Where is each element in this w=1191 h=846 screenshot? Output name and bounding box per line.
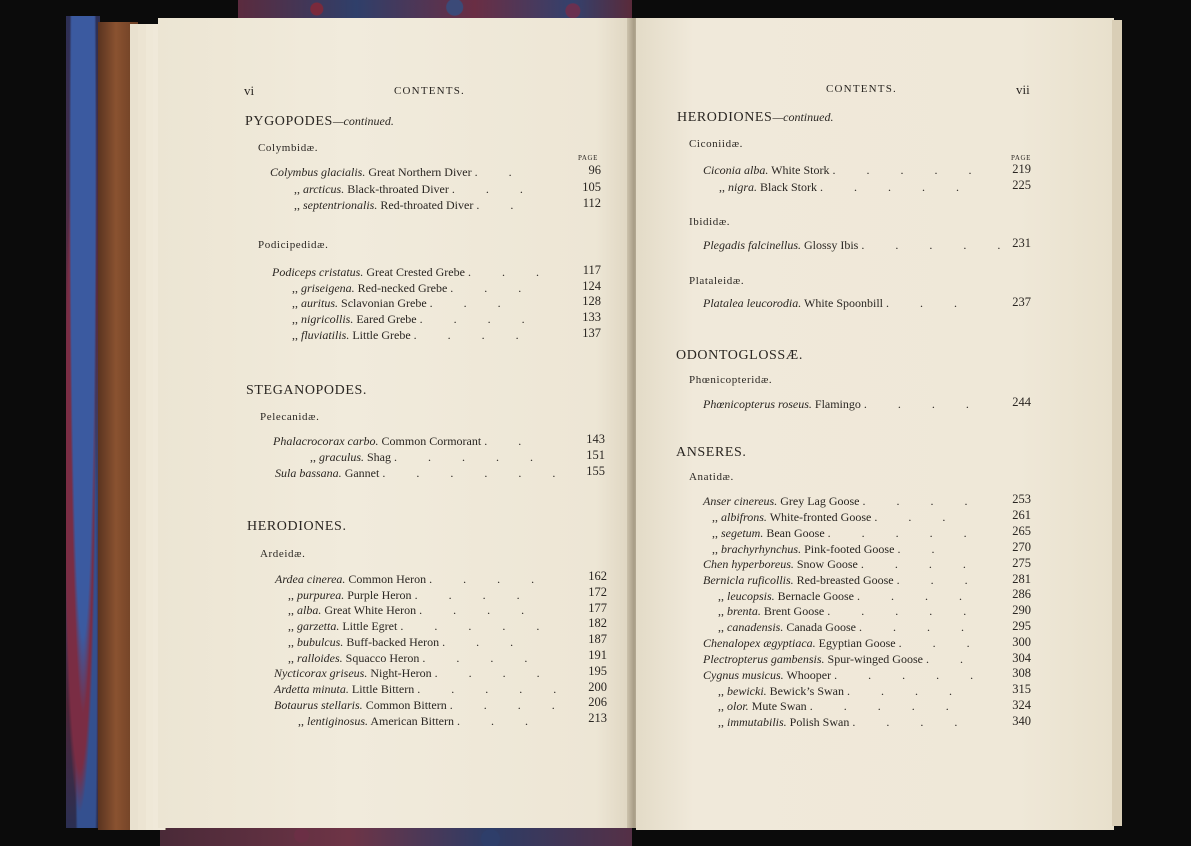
page-edge — [1112, 20, 1122, 826]
toc-entry: ,, bewicki. Bewick’s Swan . . . . — [718, 684, 966, 698]
toc-page: 237 — [1012, 295, 1031, 309]
toc-page: 295 — [1012, 619, 1031, 633]
toc-entry: Phalacrocorax carbo. Common Cormorant . . — [273, 434, 536, 448]
toc-entry: ,, griseigena. Red-necked Grebe . . . — [292, 281, 536, 295]
toc-page: 265 — [1012, 524, 1031, 538]
toc-entry: ,, albifrons. White-fronted Goose . . . — [712, 510, 960, 524]
toc-page: 162 — [588, 569, 607, 583]
family-heading: Plataleidæ. — [689, 275, 745, 287]
toc-page: 200 — [588, 680, 607, 694]
marbled-endpaper-bottom — [160, 828, 632, 846]
toc-page: 281 — [1012, 572, 1031, 586]
toc-page: 286 — [1012, 587, 1031, 601]
toc-page: 270 — [1012, 540, 1031, 554]
toc-entry: ,, fluviatilis. Little Grebe . . . . — [292, 328, 533, 342]
toc-page: 112 — [582, 196, 601, 210]
toc-page: 191 — [588, 648, 607, 662]
toc-entry: ,, garzetta. Little Egret . . . . . — [288, 619, 554, 633]
toc-entry: ,, ralloides. Squacco Heron . . . . — [288, 651, 542, 665]
toc-entry: Ardea cinerea. Common Heron . . . . — [275, 572, 549, 586]
family-heading: Phœnicopteridæ. — [689, 374, 773, 386]
toc-entry: ,, segetum. Bean Goose . . . . . — [712, 526, 981, 540]
toc-entry: ,, brenta. Brent Goose . . . . . — [718, 604, 981, 618]
toc-entry: Bernicla ruficollis. Red-breasted Goose . . . — [703, 573, 982, 587]
toc-page: 219 — [1012, 162, 1031, 176]
toc-page: 300 — [1012, 635, 1031, 649]
running-header: CONTENTS. — [394, 85, 465, 97]
toc-page: 206 — [588, 695, 607, 709]
toc-page: 124 — [582, 279, 601, 293]
toc-entry: ,, bubulcus. Buff-backed Heron . . . — [288, 635, 528, 649]
toc-page: 304 — [1012, 651, 1031, 665]
toc-entry: Sula bassana. Gannet . . . . . . — [275, 466, 570, 480]
toc-page: 151 — [586, 448, 605, 462]
toc-page: 231 — [1012, 236, 1031, 250]
toc-entry: Cygnus musicus. Whooper . . . . . — [703, 668, 988, 682]
toc-page: 187 — [588, 632, 607, 646]
toc-page: 195 — [588, 664, 607, 678]
toc-entry: ,, immutabilis. Polish Swan . . . . — [718, 715, 972, 729]
toc-entry: ,, nigra. Black Stork . . . . . — [719, 180, 974, 194]
toc-entry: Ardetta minuta. Little Bittern . . . . . — [274, 682, 571, 696]
order-heading: ODONTOGLOSSÆ. — [676, 348, 803, 363]
toc-entry: Podiceps cristatus. Great Crested Grebe . . . — [272, 265, 553, 279]
toc-entry: ,, alba. Great White Heron . . . . — [288, 603, 539, 617]
toc-page: 308 — [1012, 666, 1031, 680]
toc-entry: ,, canadensis. Canada Goose . . . . — [718, 620, 978, 634]
toc-entry: Nycticorax griseus. Night-Heron . . . . — [274, 666, 554, 680]
toc-page: 213 — [588, 711, 607, 725]
toc-page: 172 — [588, 585, 607, 599]
toc-entry: ,, arcticus. Black-throated Diver . . . — [294, 182, 537, 196]
page-column-label: PAGE — [578, 154, 599, 162]
toc-entry: Ciconia alba. White Stork . . . . . — [703, 163, 986, 177]
toc-page: 128 — [582, 294, 601, 308]
toc-page: 96 — [588, 163, 601, 177]
toc-page: 315 — [1012, 682, 1031, 696]
toc-page: 324 — [1012, 698, 1031, 712]
marbled-cover-edge — [66, 16, 100, 828]
order-heading: HERODIONES—continued. — [677, 110, 834, 125]
toc-entry: ,, lentiginosus. American Bittern . . . — [298, 714, 542, 728]
toc-page: 253 — [1012, 492, 1031, 506]
toc-entry: ,, auritus. Sclavonian Grebe . . . — [292, 296, 515, 310]
toc-entry: Plectropterus gambensis. Spur-winged Goose . . — [703, 652, 977, 666]
order-heading: ANSERES. — [676, 445, 747, 460]
running-header: CONTENTS. — [826, 83, 897, 95]
family-heading: Anatidæ. — [689, 471, 734, 483]
toc-entry: ,, purpurea. Purple Heron . . . . — [288, 588, 534, 602]
family-heading: Ibididæ. — [689, 216, 731, 228]
toc-entry: Plegadis falcinellus. Glossy Ibis . . . . . — [703, 238, 1015, 252]
toc-page: 117 — [582, 263, 601, 277]
toc-entry: Phœnicopterus roseus. Flamingo . . . . — [703, 397, 983, 411]
page-number: vii — [1016, 82, 1030, 97]
toc-entry: Anser cinereus. Grey Lag Goose . . . . — [703, 494, 982, 508]
toc-page: 340 — [1012, 714, 1031, 728]
toc-page: 177 — [588, 601, 607, 615]
toc-page: 290 — [1012, 603, 1031, 617]
toc-page: 182 — [588, 616, 607, 630]
toc-entry: ,, leucopsis. Bernacle Goose . . . . — [718, 589, 976, 603]
toc-entry: Botaurus stellaris. Common Bittern . . . . — [274, 698, 569, 712]
toc-entry: ,, brachyrhynchus. Pink-footed Goose . . — [712, 542, 949, 556]
toc-entry: Chen hyperboreus. Snow Goose . . . . — [703, 557, 980, 571]
toc-page: 244 — [1012, 395, 1031, 409]
toc-entry: ,, septentrionalis. Red-throated Diver . . — [294, 198, 528, 212]
toc-entry: Platalea leucorodia. White Spoonbill . . . — [703, 296, 971, 310]
family-heading: Pelecanidæ. — [260, 411, 320, 423]
family-heading: Ardeidæ. — [260, 548, 306, 560]
page-number: vi — [244, 83, 255, 98]
marbled-endpaper-top — [238, 0, 632, 18]
toc-page: 143 — [586, 432, 605, 446]
order-heading: PYGOPODES—continued. — [245, 114, 394, 129]
family-heading: Colymbidæ. — [258, 142, 319, 154]
toc-page: 275 — [1012, 556, 1031, 570]
toc-entry: Colymbus glacialis. Great Northern Diver . . — [270, 165, 526, 179]
toc-page: 225 — [1012, 178, 1031, 192]
toc-page: 133 — [582, 310, 601, 324]
toc-page: 137 — [582, 326, 601, 340]
toc-page: 105 — [582, 180, 601, 194]
page-column-label: PAGE — [1011, 154, 1032, 162]
toc-entry: ,, nigricollis. Eared Grebe . . . . — [292, 312, 539, 326]
toc-entry: ,, olor. Mute Swan . . . . . — [718, 699, 963, 713]
toc-page: 155 — [586, 464, 605, 478]
toc-page: 261 — [1012, 508, 1031, 522]
order-heading: HERODIONES. — [247, 519, 347, 534]
family-heading: Podicipedidæ. — [258, 239, 329, 251]
toc-entry: ,, graculus. Shag . . . . . — [310, 450, 547, 464]
order-heading: STEGANOPODES. — [246, 383, 367, 398]
toc-entry: Chenalopex ægyptiaca. Egyptian Goose . . . — [703, 636, 984, 650]
family-heading: Ciconiidæ. — [689, 138, 743, 150]
